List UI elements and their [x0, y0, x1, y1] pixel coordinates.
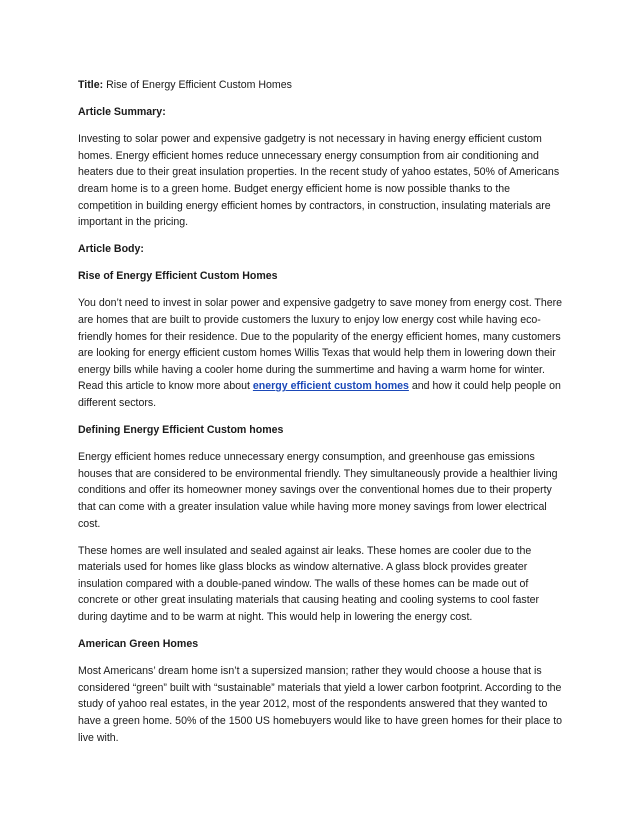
section3-paragraph-1: Most Americans’ dream home isn’t a supersized mansion; rather they would choose a house that is considered “green” built with “sustainable” materials that yield a lower carbon footprint. According to the study of yahoo real estates, in the year 2012, most of the respondents answered that they wanted to have a green home. 50% of the 1500 US homebuyers would like to have green homes for their place to live with.	[78, 665, 563, 744]
section1-paragraph	[78, 295, 564, 411]
title-line	[78, 77, 564, 94]
section1-heading: Rise of Energy Efficient Custom Homes	[78, 270, 278, 283]
section2-paragraph-2: These homes are well insulated and sealed against air leaks. These homes are cooler due to the materials used for homes like glass blocks as window alternative. A glass block provides greater insulation compared with a double-paned window. The walls of these homes can be made out of concrete or other great insulating materials that causing heating and cooling systems to cool faster during daytime and to be warm at night. This would help in lowering the energy cost.	[78, 544, 540, 624]
section2-heading: Defining Energy Efficient Custom homes	[78, 424, 284, 437]
energy-efficient-custom-homes-link[interactable]: energy efficient custom homes	[252, 380, 409, 393]
section3-heading: American Green Homes	[78, 638, 199, 651]
body-heading: Article Body:	[78, 243, 144, 256]
title-label: Title:	[78, 79, 104, 91]
title-value: Rise of Energy Efficient Custom Homes	[103, 79, 292, 91]
summary-heading: Article Summary:	[78, 106, 166, 119]
section1-text-after-link: and how it could help people on different sectors.	[78, 380, 561, 409]
summary-text: Investing to solar power and expensive gadgetry is not necessary in having energy efficient custom homes. Energy efficient homes reduce unnecessary energy consumption from air conditioning and heaters due to their great insulation properties. In the recent study of yahoo estates, 50% of Americans dream home is to a green home. Budget energy efficient home is now possible thanks to the competition in building energy efficient homes by contractors, in construction, insulating materials are important in the pricing.	[78, 133, 560, 229]
section2-paragraph-1: Energy efficient homes reduce unnecessary energy consumption, and greenhouse gas emissions houses that are considered to be environmental friendly. They simultaneously provide a healthier living conditions and offer its homeowner money savings over the conventional homes due to their property that can come with a greater insulation value while having more money savings from lower electrical cost.	[78, 451, 558, 530]
section1-text-before-link: You don’t need to invest in solar power and expensive gadgetry to save money from energy cost. There are homes that are built to provide customers the luxury to enjoy low energy cost while having eco-friendly homes for their residence. Due to the popularity of the energy efficient homes, many customers are looking for energy efficient custom homes Willis Texas that would help them in lowering down their energy bills while having a cooler home during the summertime and having a warm home for winter. Read this article to know more about	[78, 297, 563, 393]
article-content	[78, 77, 564, 757]
